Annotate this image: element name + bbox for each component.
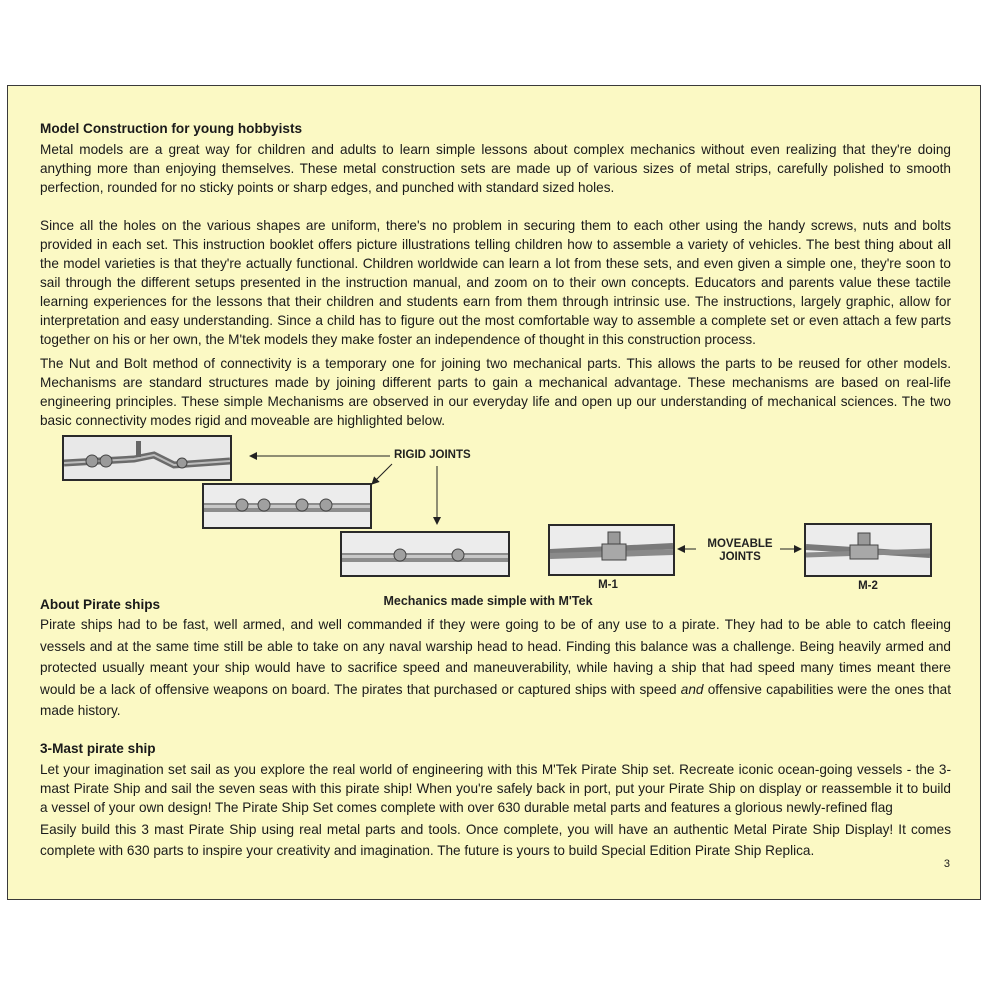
intro-paragraph-3: The Nut and Bolt method of connectivity is a temporary one for joining two mechanical parts. This allows the parts to be reused for other models. Mechanisms are standard structures made by joining different parts to gain a mechanical advantage. These mechanisms are based on real-life engineering principles. These simple Mechanisms are observed in our everyday life and open up our understanding of mechanical sciences. The two basic connectivity modes rigid and moveable are highlighted below. bbox=[40, 356, 951, 428]
m1-label: M-1 bbox=[598, 579, 618, 591]
m2-label: M-2 bbox=[858, 580, 878, 592]
figure-caption: Mechanics made simple with M'Tek bbox=[383, 594, 593, 608]
pirates-paragraph-emphasis: and bbox=[680, 681, 704, 697]
pirates-heading: About Pirate ships bbox=[40, 597, 161, 612]
pirates-paragraph bbox=[40, 614, 951, 722]
moveable-joints-label bbox=[698, 538, 782, 564]
mast-paragraph-2: Easily build this 3 mast Pirate Ship using real metal parts and tools. Once complete, you will have an authentic Metal Pirate Ship Display! It comes complete with 630 parts to inspire your creativity and imagination. The future is yours to build Special Edition Pirate Ship Replica. bbox=[40, 822, 951, 858]
mast-paragraph-1: Let your imagination set sail as you explore the real world of engineering with this M'Tek Pirate Ship set. Recreate iconic ocean-going vessels - the 3-mast Pirate Ship and sail the seven seas with this pirate ship! When you're safely back in port, put your Pirate Ship on display or reassemble it to build a vessel of your own design! The Pirate Ship Set comes complete with over 630 durable metal parts and features a glorious newly-refined flag bbox=[40, 762, 951, 815]
page-number: 3 bbox=[943, 858, 950, 870]
mast-heading: 3-Mast pirate ship bbox=[40, 741, 156, 756]
document-page bbox=[7, 85, 981, 900]
intro-paragraph-2: Since all the holes on the various shapes are uniform, there's no problem in securing them to each other using the handy screws, nuts and bolts provided in each set. This instruction booklet offers picture illustrations telling children how to assemble a variety of vehicles. The best thing about all the model varieties is that they're actually functional. Children worldwide can learn a lot from these sets, and even given a simple one, they're soon to sail through the different setups presented in the instruction manual, and zoom on to their own concepts. Educators and parents value these tactile learning experiences for the lessons that their children and students earn from them through intrinsic use. The instructions, largely graphic, allow for interpretation and easy understanding. Since a child has to figure out the most comfortable way to assemble a complete set or even attach a few parts together on his or her own, the M'tek models they make foster an independence of thought in this construction process. bbox=[40, 218, 951, 347]
rigid-joints-label: RIGID JOINTS bbox=[394, 449, 471, 461]
intro-paragraph-1: Metal models are a great way for children and adults to learn simple lessons about complex mechanics without even realizing that they're doing anything more than enjoying themselves. These metal construction sets are made up of various sizes of metal strips, carefully polished to smooth perfection, rounded for no sticky points or sharp edges, and punched with standard sized holes. bbox=[40, 142, 951, 195]
pirates-paragraph-part-2: offensive capabilities were the ones that made history. bbox=[40, 681, 951, 719]
figure-arrows bbox=[8, 86, 980, 606]
intro-heading: Model Construction for young hobbyists bbox=[40, 121, 303, 136]
moveable-joints-label-line-2: JOINTS bbox=[719, 551, 761, 563]
pirates-paragraph-part-1: Pirate ships had to be fast, well armed, and well commanded if they were going to be of any use to a pirate. They had to be able to catch fleeing vessels and at the same time still be able to take on any naval warship head to head. Finding this balance was a challenge. Being heavily armed and protected usually meant your ship would have to sacrifice speed and maneuverability, while having a ship that had speed many times meant there would be a lack of offensive weapons on board. The pirates that purchased or captured ships with speed bbox=[40, 617, 951, 697]
moveable-joints-label-line-1: MOVEABLE bbox=[707, 538, 773, 550]
